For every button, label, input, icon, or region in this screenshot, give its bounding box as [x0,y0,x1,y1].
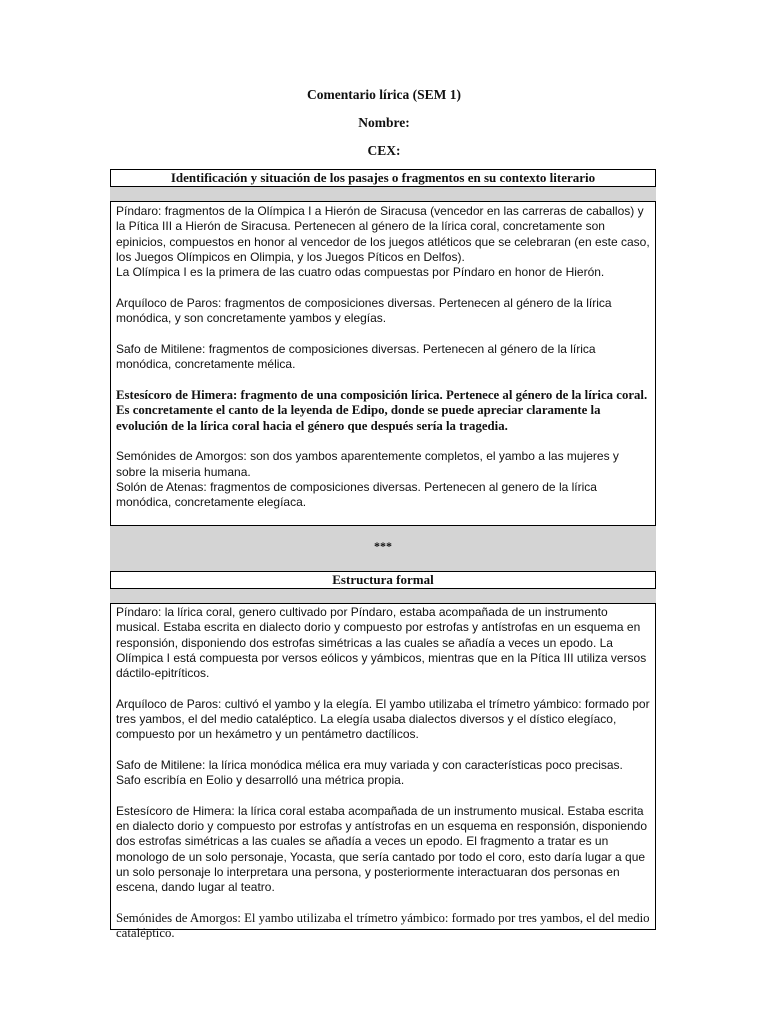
shaded-row [110,589,656,603]
paragraph-pindaro: Píndaro: fragmentos de la Olímpica I a Hierón de Siracusa (vencedor en las carreras de caballos) y la Pítica III a Hierón de Siracusa. Pertenecen al género de la lírica coral, concretamente son epinicios, compuestos en honor al vencedor de los juegos atléticos que se celebraran (en este caso, los Juegos Olímpicos en Olimpia, y los Juegos Píticos en Delfos). [116,204,650,264]
section-heading-identification: Identificación y situación de los pasajes o fragmentos en su contexto literario [110,169,656,187]
paragraph-safo: Safo de Mitilene: fragmentos de composiciones diversas. Pertenecen al género de la lírica monódica, concretamente mélica. [116,341,596,371]
paragraph-solon: Solón de Atenas: fragmentos de composiciones diversas. Pertenecen al genero de la lírica monódica, concretamente elegíaca. [116,479,597,510]
paragraph-safo-structure: Safo de Mitilene: la lírica monódica mélica era muy variada y con características poco precisas. Safo escribía en Eolio y desarrolló una métrica propia. [116,757,623,788]
paragraph-semonides: Semónides de Amorgos: son dos yambos aparentemente completos, el yambo a las mujeres y sobre la miseria humana. [116,449,619,479]
paragraph-pindaro-structure: Píndaro: la lírica coral, genero cultivado por Píndaro, estaba acompañada de un instrumento musical. Estaba escrita en dialecto dorio y compuesto por estrofas y antístrofas en un esquema en responsión, disponiendo dos estrofas simétricas a las cuales se añadía a veces un epodo. La Olímpica I está compuesta por versos eólicos y yámbicos, mientras que en la Pítica III utiliza versos dáctilo-epitríticos. [116,605,647,681]
name-label: Nombre: [358,115,410,130]
document-title: Comentario lírica (SEM 1) [306,87,462,102]
section-heading-structure: Estructura formal [110,571,656,589]
paragraph-arquiloco-structure: Arquíloco de Paros: cultivó el yambo y la elegía. El yambo utilizaba el trímetro yámbico: formado por tres yambos, el del medio cataléptico. La elegía usaba dialectos diversos y el dístico elegíaco, compuesto por un hexámetro y un pentámetro dactílicos. [116,696,650,742]
shaded-row [110,187,656,201]
paragraph-estesicoro-structure: Estesícoro de Himera: la lírica coral estaba acompañada de un instrumento musical. Estaba escrita en dialecto dorio y compuesto por estrofas y antístrofas en un esquema en responsión, disponiendo dos estrofas simétricas a las cuales se añadía a veces un epodo. El fragmento a tratar es un monologo de un solo personaje, Yocasta, que sería cantado por todo el coro, esto daría lugar a que un solo personaje lo interpretara una persona, y posteriormente interactuaran dos personas en escena, dando lugar al teatro. [116,803,647,895]
structure-text-box [110,603,656,941]
cex-label: CEX: [367,143,401,158]
paragraph-semonides-structure: Semónides de Amorgos: El yambo utilizaba el trímetro yámbico: formado por tres yambos, el del medio cataléptico. [116,910,650,941]
paragraph-arquiloco: Arquíloco de Paros: fragmentos de composiciones diversas. Pertenecen al género de la lírica monódica, y son concretamente yambos y elegías. [116,295,612,326]
separator-row: *** [110,526,656,571]
identification-text-box [110,201,656,526]
paragraph-estesicoro: Estesícoro de Himera: fragmento de una composición lírica. Pertenece al género de la lírica coral. Es concretamente el canto de la leyenda de Edipo, donde se puede apreciar claramente la evolución de la lírica coral hacia el género que después sería la tragedia. [116,387,648,433]
paragraph-olimpica: La Olímpica I es la primera de las cuatro odas compuestas por Píndaro en honor de Hierón. [116,265,605,280]
